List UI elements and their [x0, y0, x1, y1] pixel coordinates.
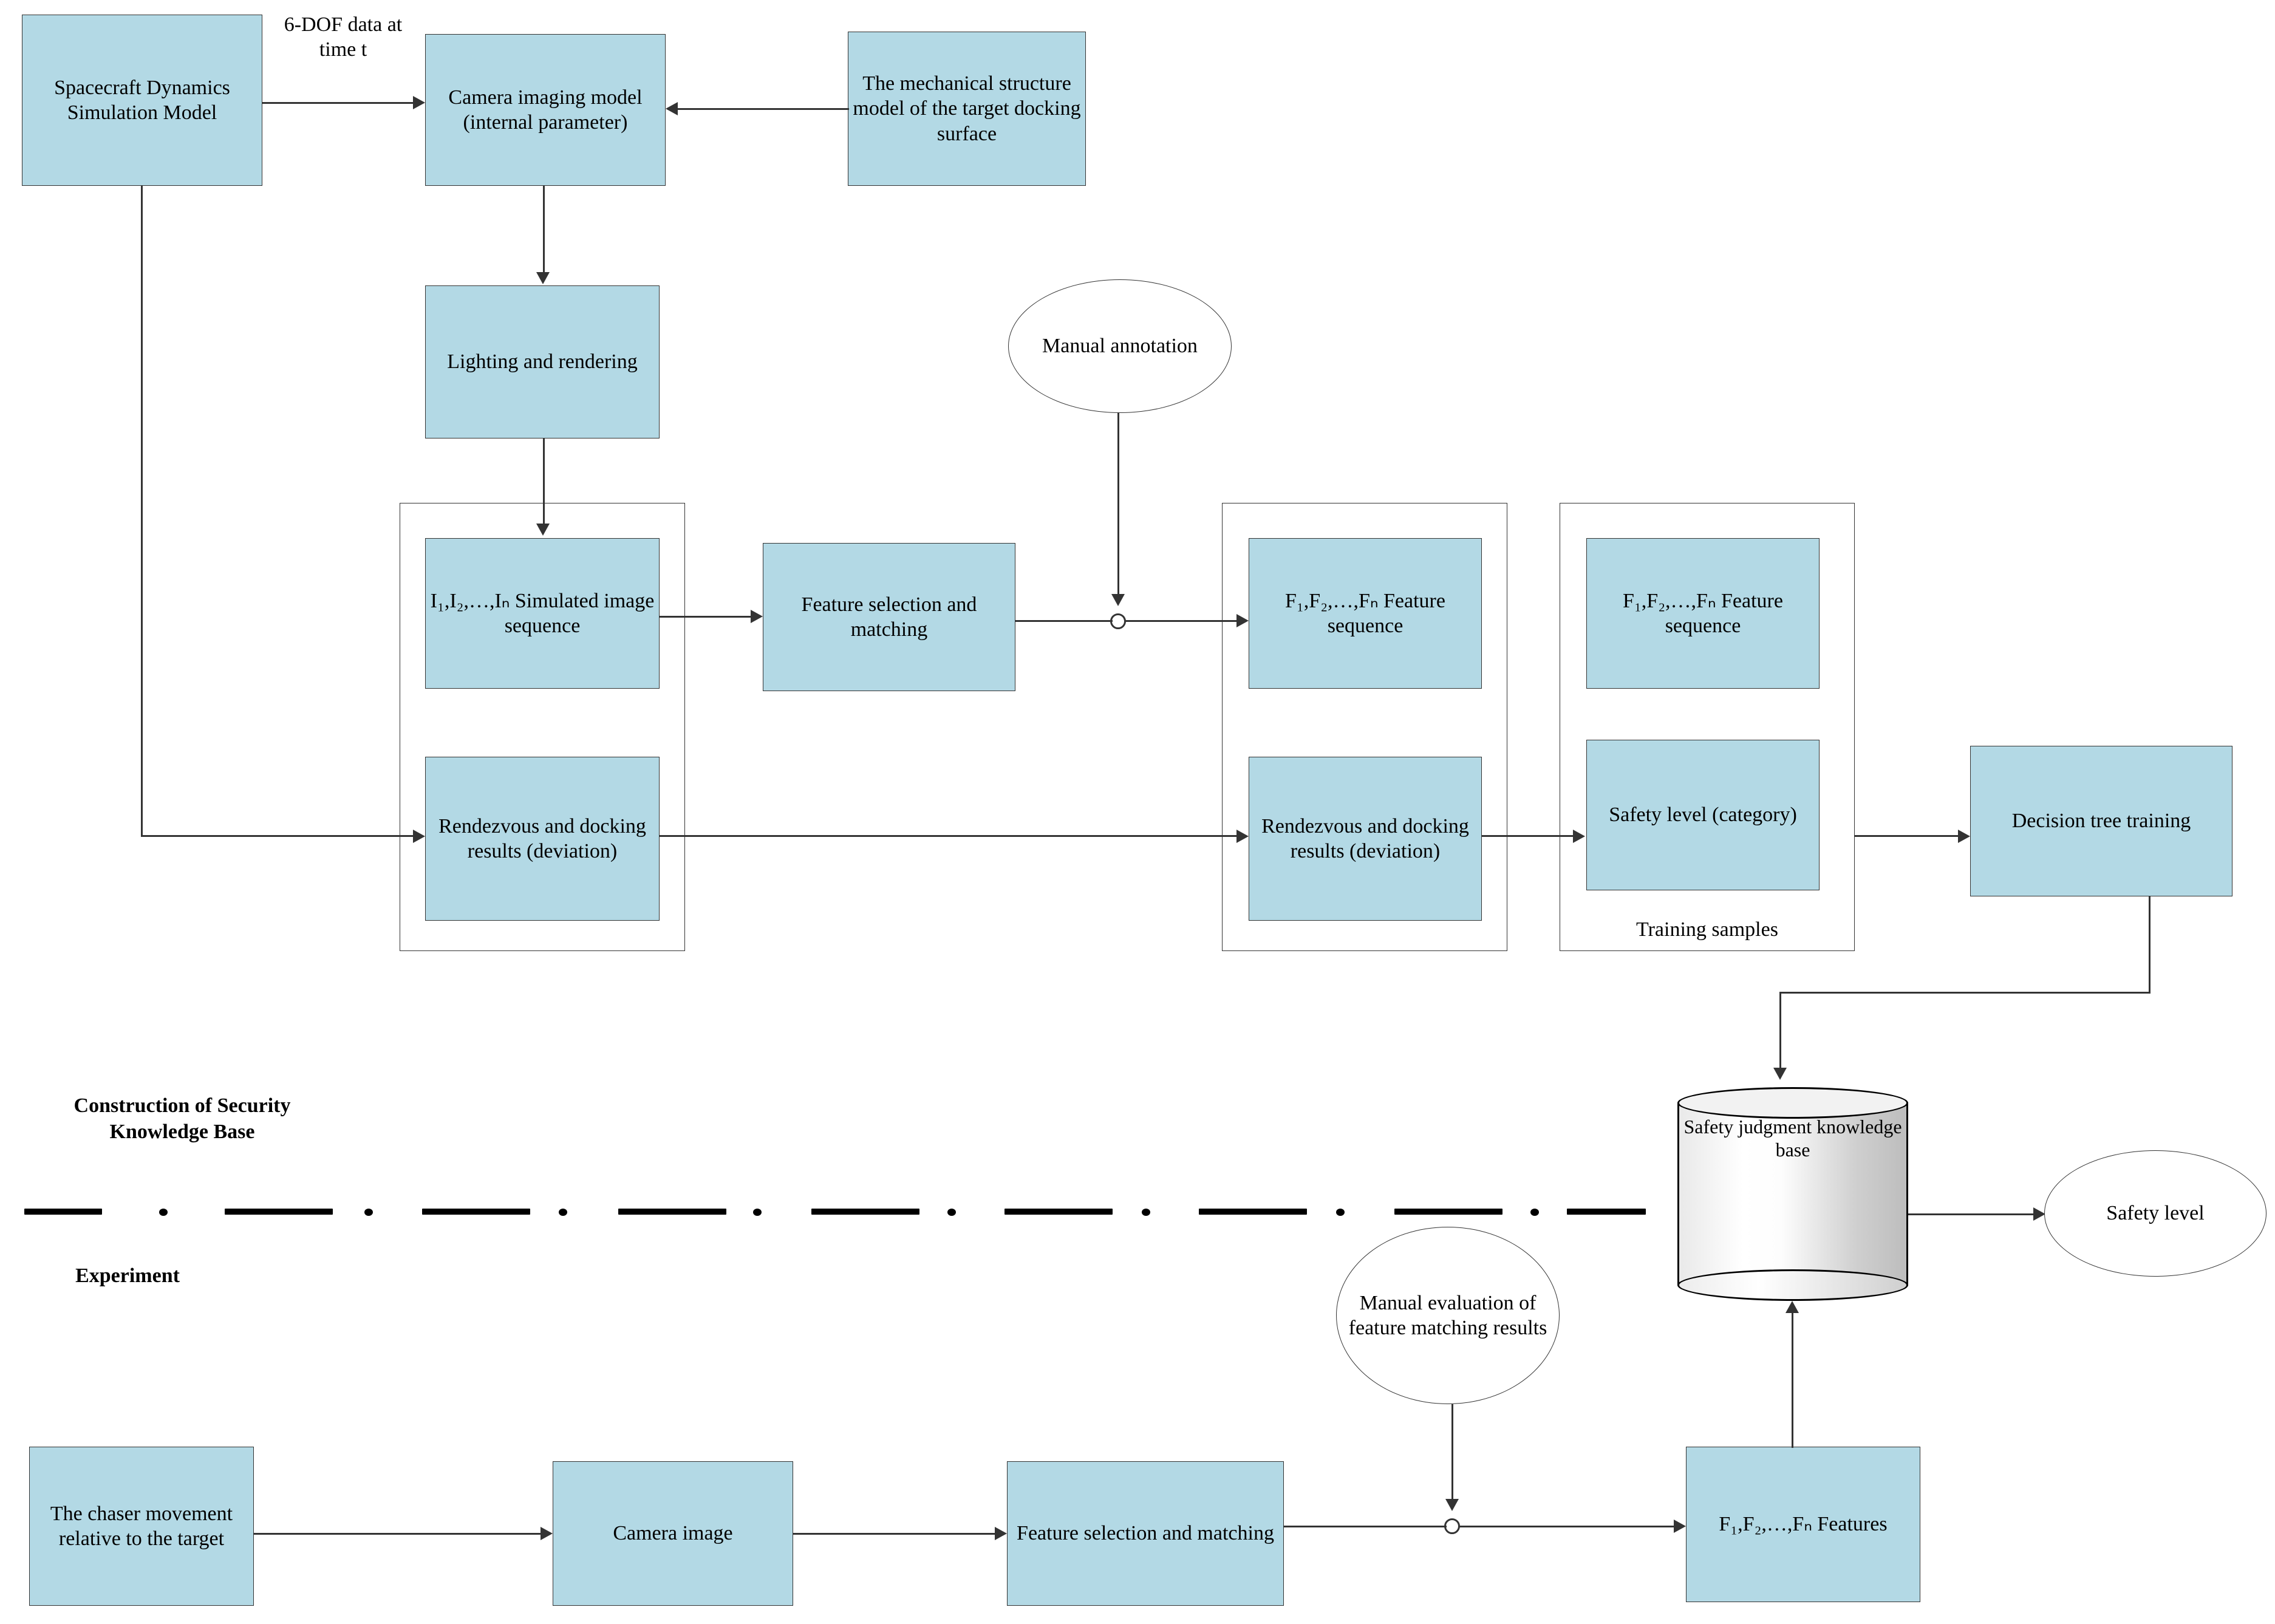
connector-decision-tree-to-kb [1779, 992, 1781, 1071]
arrowhead-evaluation-to-junction [1445, 1499, 1459, 1511]
arrowhead-decision-tree-to-kb [1773, 1068, 1787, 1080]
edge-label-6dof: 6-DOF data at time t [284, 13, 403, 61]
connector-lighting-to-images [543, 438, 545, 525]
label-training-samples: Training samples [1636, 918, 1778, 941]
arrowhead-mechanical-to-camera [666, 102, 678, 115]
node-simulated-image-sequence: I₁,I₂,…,Iₙ Simulated image sequence [425, 538, 660, 689]
node-manual-evaluation: Manual evaluation of feature matching results [1336, 1227, 1560, 1404]
knowledge-base-top [1677, 1087, 1908, 1119]
node-safety-level-output: Safety level [2044, 1150, 2266, 1277]
node-safety-level-category: Safety level (category) [1586, 740, 1820, 890]
connector-junction-to-features [1459, 1526, 1674, 1527]
node-knowledge-base [1677, 1087, 1908, 1301]
connector-decision-tree-down [2149, 896, 2151, 994]
connector-chaser-to-camera-image [254, 1533, 541, 1535]
arrowhead-trainingdata-to-samples [1573, 830, 1585, 843]
connector-annotation-to-junction [1117, 413, 1119, 596]
arrowhead-junction-to-features [1674, 1520, 1686, 1533]
arrowhead-camera-image-to-feature-selection [995, 1527, 1007, 1540]
connector-rendezvous1-to-rendezvous2 [660, 835, 1236, 837]
knowledge-base-bottom [1677, 1269, 1908, 1301]
node-decision-tree-training: Decision tree training [1970, 746, 2232, 896]
connector-camera-image-to-feature-selection [793, 1533, 995, 1535]
arrowhead-chaser-to-camera-image [541, 1527, 553, 1540]
connector-kb-to-safety-level [1908, 1213, 2033, 1215]
arrowhead-annotation-to-junction [1111, 594, 1125, 606]
arrowhead-spacecraft-to-rendezvous [413, 830, 425, 843]
connector-feature-selection-to-sequence [1015, 620, 1113, 622]
connector-feature-selection2-to-junction [1284, 1526, 1447, 1527]
label-experiment-section: Experiment [75, 1264, 180, 1287]
node-rendezvous-results-2: Rendezvous and docking results (deviation) [1249, 757, 1482, 921]
node-camera-imaging-model: Camera imaging model (internal parameter) [425, 34, 666, 186]
node-feature-sequence-2: F₁,F₂,…,Fₙ Feature sequence [1586, 538, 1820, 689]
arrowhead-lighting-to-images [536, 524, 550, 536]
arrowhead-camera-to-lighting [536, 272, 550, 284]
connector-trainingdata-to-samples [1482, 835, 1573, 837]
arrowhead-features-to-kb [1786, 1301, 1799, 1313]
connector-samples-to-decision-tree [1855, 835, 1958, 837]
section-divider [24, 1209, 1640, 1215]
node-chaser-movement: The chaser movement relative to the target [29, 1447, 254, 1606]
connector-junction-to-sequence [1125, 620, 1236, 622]
node-spacecraft-model: Spacecraft Dynamics Simulation Model [22, 15, 262, 186]
node-mechanical-structure: The mechanical structure model of the target docking surface [848, 32, 1086, 186]
arrowhead-rendezvous1-to-rendezvous2 [1236, 830, 1249, 843]
node-features-output: F₁,F₂,…,Fₙ Features [1686, 1447, 1920, 1602]
arrowhead-samples-to-decision-tree [1958, 830, 1970, 843]
connector-spacecraft-down [141, 186, 143, 837]
connector-images-to-feature-selection [660, 616, 751, 618]
connector-mechanical-to-camera [678, 108, 849, 110]
node-camera-image: Camera image [553, 1461, 793, 1606]
label-construction-section: Construction of Security Knowledge Base [73, 1094, 291, 1143]
arrowhead-kb-to-safety-level [2033, 1207, 2045, 1221]
connector-spacecraft-to-camera [262, 102, 413, 104]
connector-features-to-kb [1792, 1313, 1793, 1448]
node-feature-selection-2: Feature selection and matching [1007, 1461, 1284, 1606]
connector-spacecraft-to-rendezvous [141, 835, 413, 837]
node-feature-selection-1: Feature selection and matching [763, 543, 1015, 691]
node-lighting-rendering: Lighting and rendering [425, 285, 660, 438]
node-feature-sequence-1: F₁,F₂,…,Fₙ Feature sequence [1249, 538, 1482, 689]
connector-evaluation-to-junction [1451, 1404, 1453, 1501]
knowledge-base-label: Safety judgment knowledge base [1683, 1116, 1902, 1161]
arrowhead-spacecraft-to-camera [413, 96, 425, 109]
arrowhead-images-to-feature-selection [751, 610, 763, 623]
node-manual-annotation: Manual annotation [1008, 279, 1232, 413]
connector-decision-tree-left [1779, 992, 2151, 994]
connector-camera-to-lighting [543, 186, 545, 273]
arrowhead-junction-to-sequence [1236, 614, 1249, 627]
node-rendezvous-results-1: Rendezvous and docking results (deviation) [425, 757, 660, 921]
